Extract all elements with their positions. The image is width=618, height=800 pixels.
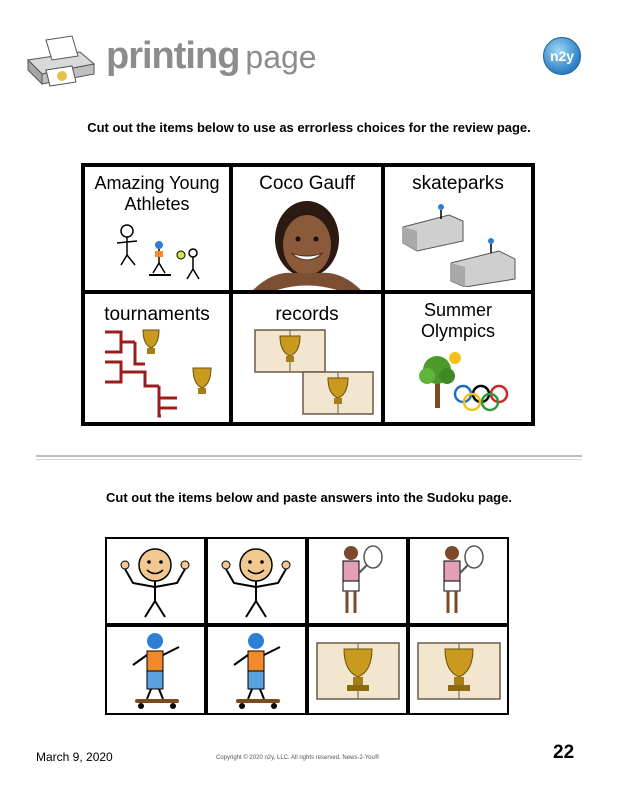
trophy-book-icon [416, 641, 502, 701]
title-light: page [245, 39, 317, 75]
card-trophy-book[interactable] [309, 627, 406, 713]
card-label: tournaments [104, 304, 210, 325]
card-label: skateparks [412, 173, 504, 194]
card-summer-olympics[interactable] [385, 294, 531, 422]
n2y-logo [543, 37, 581, 75]
card-thumbs-up[interactable] [107, 539, 204, 623]
card-trophy-book[interactable] [410, 627, 507, 713]
card-amazing-young-athletes[interactable] [85, 167, 229, 290]
trophy-book-icon [315, 641, 401, 701]
page-title [106, 34, 317, 79]
skateboarder-icon [129, 631, 185, 709]
card-coco-gauff[interactable] [233, 167, 381, 290]
card-skateboarder[interactable] [208, 627, 305, 713]
page-number: 22 [553, 742, 575, 763]
thumbs-up-person-icon [115, 545, 197, 619]
title-bold: printing [106, 35, 240, 77]
card-thumbs-up[interactable] [208, 539, 305, 623]
review-card-grid [81, 163, 535, 426]
card-tournaments[interactable] [85, 294, 229, 422]
logo-text: n2y [549, 48, 575, 64]
athletes-icon [113, 221, 209, 281]
thumbs-up-person-icon [216, 545, 298, 619]
footer-copyright: Copyright © 2020 n2y, LLC. All rights reserved. News-2-You® [216, 755, 380, 761]
portrait-icon [253, 199, 361, 290]
printer-icon [20, 30, 98, 90]
tennis-player-icon [331, 543, 387, 619]
card-label: Summer Olympics [420, 300, 495, 341]
section-divider [36, 455, 582, 457]
section-divider-line [36, 459, 582, 460]
skatepark-icon [399, 201, 519, 287]
skateboarder-icon [230, 631, 286, 709]
card-records[interactable] [233, 294, 381, 422]
card-label: Coco Gauff [259, 173, 355, 194]
bracket-trophy-icon [101, 328, 221, 418]
record-book-icon [253, 328, 377, 418]
sudoku-instructions: Cut out the items below and paste answers into the Sudoku page. [106, 490, 512, 505]
card-tennis-player[interactable] [309, 539, 406, 623]
card-label: Amazing Young Athletes [94, 173, 220, 214]
olympics-icon [413, 348, 527, 418]
card-label: records [275, 304, 339, 325]
tennis-player-icon [432, 543, 488, 619]
sudoku-card-grid [105, 537, 509, 715]
card-skateboarder[interactable] [107, 627, 204, 713]
footer-date: March 9, 2020 [36, 750, 113, 764]
card-tennis-player[interactable] [410, 539, 507, 623]
review-instructions: Cut out the items below to use as errorless choices for the review page. [87, 120, 531, 135]
card-skateparks[interactable] [385, 167, 531, 290]
